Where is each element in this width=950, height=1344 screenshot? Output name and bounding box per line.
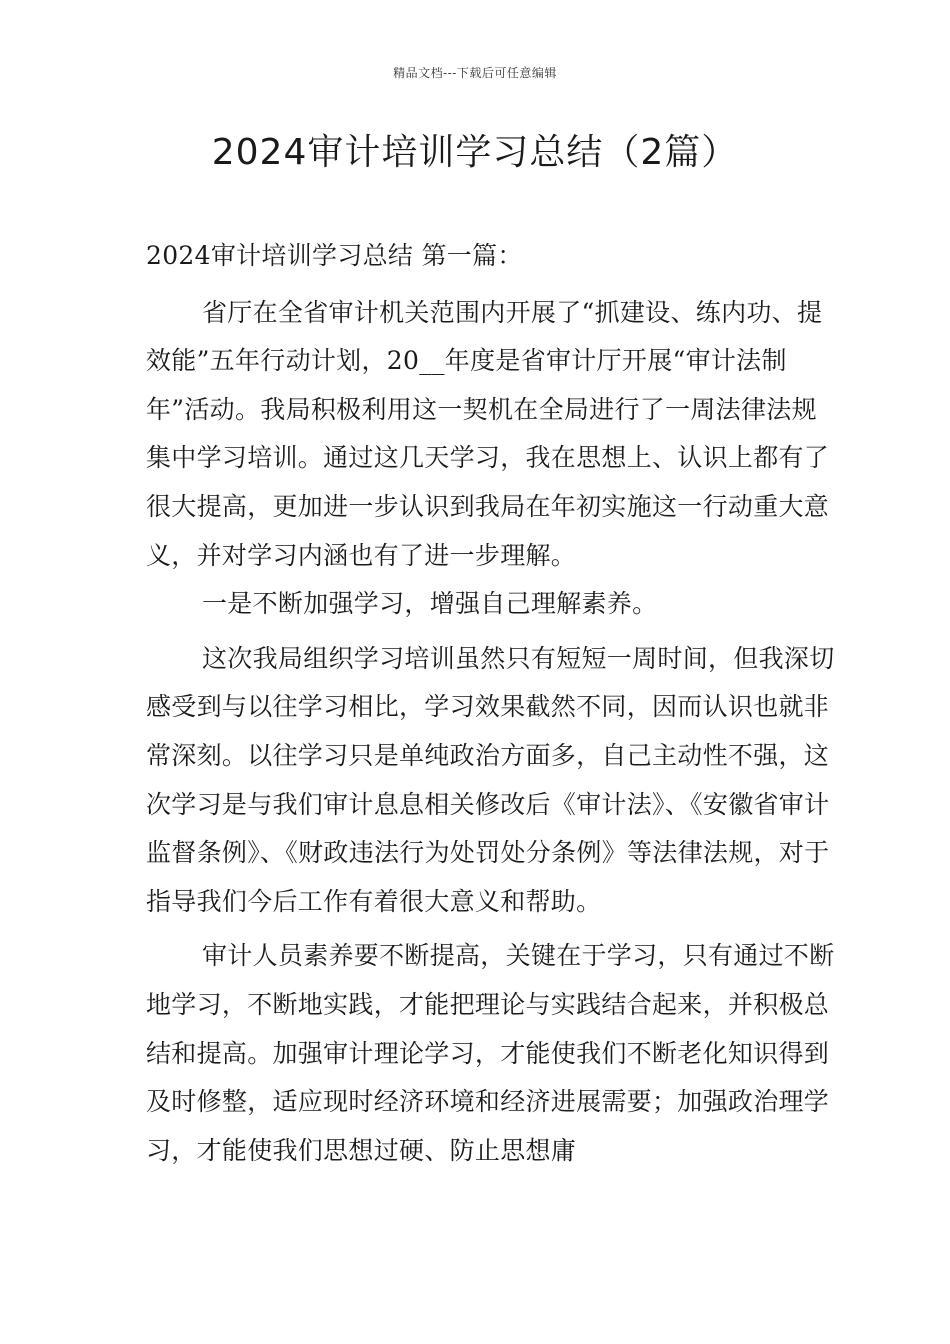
document-body [146,232,836,1175]
paragraph-2: 一是不断加强学习，增强自己理解素养。 [202,589,658,619]
paragraph-4: 审计人员素养要不断提高，关键在于学习，只有通过不断地学习，不断地实践，才能把理论与实践结合起来，并积极总结和提高。加强审计理论学习，才能使我们不断老化知识得到及时修整，适应现时经济环境和经济进展需要；加强政治理学习，才能使我们思想过硬、防止思想庸 [146,941,835,1165]
page-header-note: 精品文档---下载后可任意编辑 [393,66,557,80]
section-heading: 2024审计培训学习总结 第一篇： [146,241,523,270]
document-title: 2024审计培训学习总结（2篇） [211,132,739,173]
paragraph-1: 省厅在全省审计机关范围内开展了“抓建设、练内功、提效能”五年行动计划，20__年度是省审计厅开展“审计法制年”活动。我局积极利用这一契机在全局进行了一周法律法规集中学习培训。通过这几天学习，我在思想上、认识上都有了很大提高，更加进一步认识到我局在年初实施这一行动重大意义，并对学习内涵也有了进一步理解。 [146,297,830,570]
paragraph-3: 这次我局组织学习培训虽然只有短短一周时间，但我深切感受到与以往学习相比，学习效果截然不同，因而认识也就非常深刻。以往学习只是单纯政治方面多，自己主动性不强，这次学习是与我们审计息息相关修改后《审计法》、《安徽省审计监督条例》、《财政违法行为处罚处分条例》等法律法规，对于指导我们今后工作有着很大意义和帮助。 [146,643,835,916]
